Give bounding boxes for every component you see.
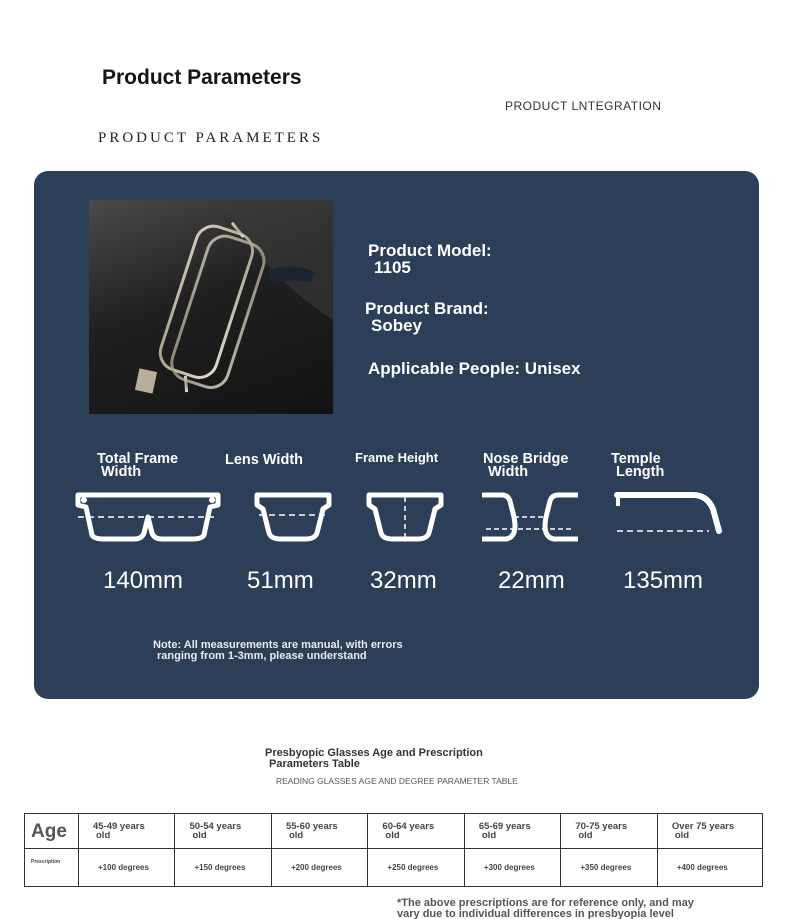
age-suffix: old <box>192 830 207 841</box>
age-range: 45-49 years <box>93 821 145 832</box>
table-title <box>265 748 483 770</box>
measurement-label-frame-height <box>355 451 438 464</box>
page-title: Product Parameters <box>102 66 302 89</box>
table-subtitle: READING GLASSES AGE AND DEGREE PARAMETER TABLE <box>276 776 518 786</box>
measurement-label-line: Temple <box>611 451 661 467</box>
measurement-label-temple-length <box>611 453 664 479</box>
frame-height-icon <box>365 487 445 547</box>
age-suffix: old <box>578 830 593 841</box>
age-range: 50-54 years <box>189 821 242 832</box>
product-brand <box>365 299 489 333</box>
table-row-age <box>25 814 763 849</box>
age-cell <box>175 814 271 849</box>
note-line: Note: All measurements are manual, with errors <box>153 639 403 651</box>
nose-bridge-icon <box>478 487 582 547</box>
integration-label: PRODUCT LNTEGRATION <box>505 99 662 113</box>
table-title-line: Parameters Table <box>269 758 360 770</box>
measurement-label-line: Frame Height <box>355 450 439 465</box>
degree-cell: +100 degrees <box>79 849 175 887</box>
applicable-people: Applicable People: Unisex <box>368 359 581 378</box>
measurement-label-line: Nose Bridge <box>483 451 569 467</box>
footnote-line: vary due to individual differences in presbyopia level <box>397 908 674 919</box>
age-cell <box>79 814 175 849</box>
age-suffix: old <box>481 830 497 841</box>
prescription-table <box>24 813 763 887</box>
product-photo <box>89 200 333 414</box>
footnote-line: *The above prescriptions are for reference only, and may <box>397 897 694 909</box>
age-range: 60-64 years <box>382 821 435 832</box>
product-brand-label: Product Brand: <box>365 299 489 318</box>
product-model <box>368 241 492 275</box>
table-title-line: Presbyopic Glasses Age and Prescription <box>265 747 483 759</box>
measurement-value-temple-length: 135mm <box>623 567 704 594</box>
degree-cell: +400 degrees <box>657 849 762 887</box>
age-range: 55-60 years <box>285 821 338 832</box>
product-model-value: 1105 <box>374 258 411 277</box>
page-subtitle: PRODUCT PARAMETERS <box>98 130 324 146</box>
age-cell <box>464 814 560 849</box>
parameters-panel <box>34 171 759 699</box>
table-row-prescription <box>25 849 763 887</box>
folded-glasses-image <box>89 200 333 414</box>
measurement-value-frame-height: 32mm <box>370 567 437 594</box>
age-suffix: old <box>288 830 304 841</box>
degree-cell: +300 degrees <box>464 849 560 887</box>
measurement-note <box>153 640 403 662</box>
measurement-value-lens-width: 51mm <box>247 567 314 594</box>
product-model-label: Product Model: <box>368 241 492 260</box>
temple-length-icon <box>613 487 725 547</box>
prescription-header: Prescription <box>25 849 79 887</box>
age-suffix: old <box>96 830 111 841</box>
age-header: Age <box>25 814 79 849</box>
full-frame-glasses-icon <box>74 487 222 547</box>
measurement-label-nose-bridge <box>483 453 568 479</box>
product-brand-value: Sobey <box>371 316 423 335</box>
age-cell <box>271 814 367 849</box>
measurement-label-line: Total Frame <box>97 451 179 467</box>
age-range: 70-75 years <box>575 821 628 832</box>
age-suffix: old <box>674 830 690 841</box>
degree-cell: +200 degrees <box>271 849 367 887</box>
age-cell <box>368 814 464 849</box>
degree-cell: +250 degrees <box>368 849 464 887</box>
age-range: 65-69 years <box>478 821 531 832</box>
measurement-label-total-width <box>97 453 178 479</box>
prescription-footnote <box>397 898 694 919</box>
measurement-value-total-width: 140mm <box>103 567 184 594</box>
measurement-label-line: Width <box>488 464 529 480</box>
note-line: ranging from 1-3mm, please understand <box>157 650 367 662</box>
age-cell <box>657 814 762 849</box>
age-range: Over 75 years <box>671 821 735 832</box>
age-cell <box>561 814 657 849</box>
age-suffix: old <box>385 830 400 841</box>
measurement-label-line: Lens Width <box>225 452 304 468</box>
degree-cell: +350 degrees <box>561 849 657 887</box>
measurement-label-lens-width <box>225 454 303 467</box>
measurement-value-nose-bridge: 22mm <box>498 567 565 594</box>
degree-cell: +150 degrees <box>175 849 271 887</box>
lens-width-icon <box>253 487 333 547</box>
measurement-label-line: Width <box>101 464 142 480</box>
measurement-label-line: Length <box>616 464 665 480</box>
